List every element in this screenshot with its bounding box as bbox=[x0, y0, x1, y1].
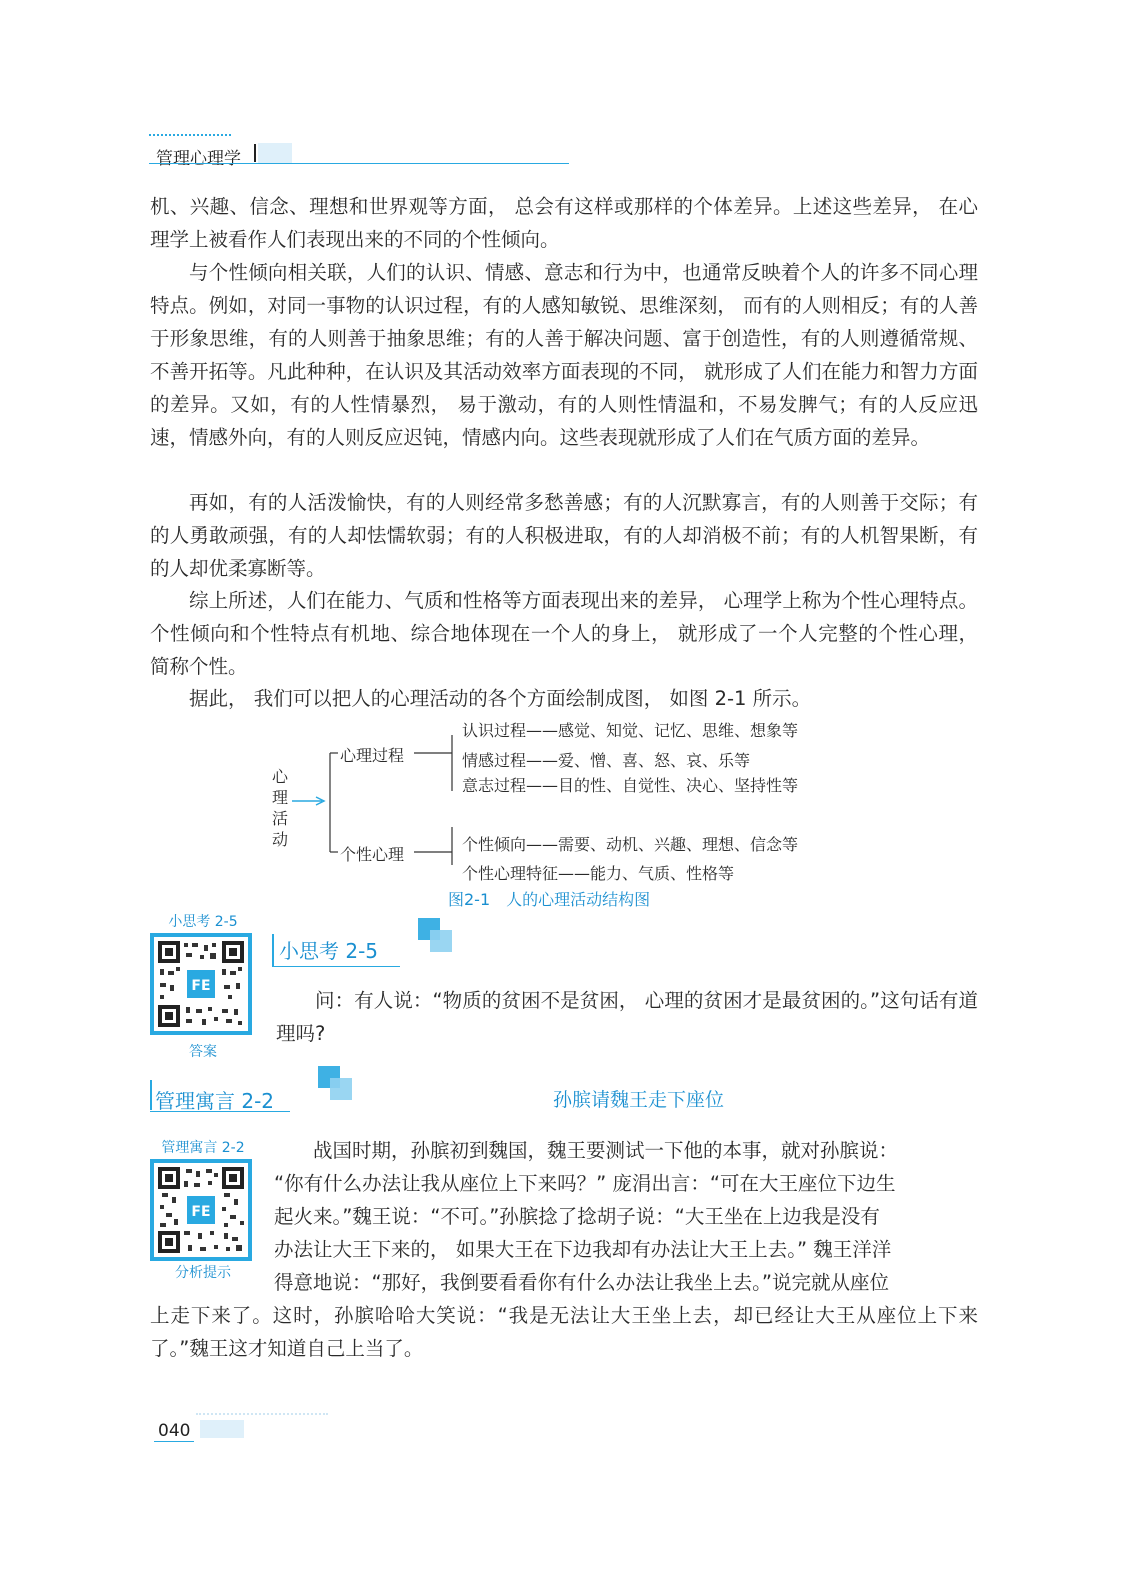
header-underline bbox=[149, 163, 569, 164]
qr-pattern-icon bbox=[156, 1165, 246, 1255]
qr-code-fable[interactable] bbox=[150, 1159, 252, 1261]
think-title-underline bbox=[272, 966, 400, 967]
diagram-branch-mental-process: 心理过程 bbox=[340, 746, 405, 765]
qr-code-think[interactable] bbox=[150, 933, 252, 1035]
paragraph-3: 再如，有的人活泼愉快，有的人则经常多愁善感；有的人沉默寡言，有的人则善于交际；有的人勇敢顽强，有的人却怯懦软弱；有的人积极进取，有的人却消极不前；有的人机智果断，有的人却优柔寡断等。 bbox=[150, 491, 978, 580]
fable-story-title: 孙膑请魏王走下座位 bbox=[553, 1089, 725, 1111]
fable-line-5: 得意地说：“那好，我倒要看看你有什么办法让我坐上去。”说完就从座位 bbox=[274, 1271, 889, 1294]
diagram-item-tendency: 个性倾向——需要、动机、兴趣、理想、信念等 bbox=[462, 835, 799, 854]
fable-title-underline bbox=[150, 1111, 290, 1112]
qr-think-top-label: 小思考 2-5 bbox=[168, 914, 238, 930]
qr-think-bottom-label: 答案 bbox=[189, 1044, 217, 1060]
diagram-item-traits: 个性心理特征——能力、气质、性格等 bbox=[462, 864, 735, 883]
diagram-item-cognition: 认识过程——感觉、知觉、记忆、思维、想象等 bbox=[462, 721, 799, 740]
svg-text:FE: FE bbox=[191, 1204, 211, 1220]
qr-fable-bottom-label: 分析提示 bbox=[175, 1265, 231, 1281]
fable-line-3: 起火来。”魏王说：“不可。”孙膑捻了捻胡子说：“大王坐在上边我是没有 bbox=[274, 1205, 880, 1228]
header-book-title: 管理心理学 bbox=[156, 149, 241, 169]
paragraph-4: 综上所述，人们在能力、气质和性格等方面表现出来的差异， 心理学上称为个性心理特点。个性倾向和个性特点有机地、综合地体现在一个人的身上， 就形成了一个人完整的个性心理， 简称个性。 bbox=[150, 589, 978, 678]
header-accent-box bbox=[258, 143, 292, 163]
diagram-item-emotion: 情感过程——爱、憎、喜、怒、哀、乐等 bbox=[462, 751, 751, 770]
fable-title: 管理寓言 2-2 bbox=[155, 1089, 275, 1113]
diagram-item-will: 意志过程——目的性、自觉性、决心、坚持性等 bbox=[462, 776, 799, 795]
footer-dotted-rule bbox=[196, 1413, 328, 1415]
fable-line-4: 办法让大王下来的， 如果大王在下边我却有办法让大王上去。” 魏王洋洋 bbox=[274, 1238, 892, 1261]
diagram-root: 心理活动 bbox=[272, 767, 289, 849]
header-separator bbox=[254, 144, 256, 162]
footer-underline bbox=[154, 1441, 194, 1442]
decor-square-light-2 bbox=[330, 1078, 352, 1100]
fable-line-2: “你有什么办法让我从座位上下来吗？” 庞涓出言：“可在大王座位下边生 bbox=[274, 1172, 896, 1195]
paragraph-2: 与个性倾向相关联，人们的认识、情感、意志和行为中，也通常反映着个人的许多不同心理特点。例如，对同一事物的认识过程，有的人感知敏锐、思维深刻， 而有的人则相反；有的人善于形象思维，有的人则善于抽象思维；有的人善于解决问题、富于创造性，有的人则遵循常规、不善开拓等。凡此种种，在认识及其活动效率方面表现的不同， 就形成了人们在能力和智力方面的差异。又如，有的人性情暴烈， 易于激动，有的人则性情温和，不易发脾气；有的人反应迅速，情感外向，有的人则反应迟钝，情感内向。这些表现就形成了人们在气质方面的差异。 bbox=[150, 261, 978, 449]
fable-title-bar bbox=[150, 1080, 152, 1110]
paragraph-1: 机、兴趣、信念、理想和世界观等方面， 总会有这样或那样的个体差异。上述这些差异， 在心理学上被看作人们表现出来的不同的个性倾向。 bbox=[150, 195, 978, 251]
header-dotted-rule bbox=[149, 134, 231, 136]
page-number: 040 bbox=[158, 1421, 191, 1441]
think-title: 小思考 2-5 bbox=[279, 939, 379, 963]
qr-fable-top-label: 管理寓言 2-2 bbox=[161, 1140, 245, 1156]
fable-tail: 上走下来了。这时，孙膑哈哈大笑说：“我是无法让大王坐上去，却已经让大王从座位上下来了。”魏王这才知道自己上当了。 bbox=[150, 1304, 978, 1360]
decor-square-light bbox=[430, 930, 452, 952]
diagram-branch-personality: 个性心理 bbox=[340, 845, 405, 864]
footer-accent-box bbox=[200, 1420, 244, 1438]
qr-pattern-icon bbox=[156, 939, 246, 1029]
think-question: 问：有人说：“物质的贫困不是贫困， 心理的贫困才是最贫困的。”这句话有道理吗? bbox=[276, 989, 978, 1045]
svg-text:FE: FE bbox=[191, 978, 211, 994]
paragraph-5: 据此， 我们可以把人的心理活动的各个方面绘制成图， 如图 2-1 所示。 bbox=[189, 687, 812, 710]
think-title-bar bbox=[272, 934, 274, 966]
fable-line-1: 战国时期，孙膑初到魏国，魏王要测试一下他的本事，就对孙膑说： bbox=[313, 1139, 899, 1162]
figure-caption: 图2-1 人的心理活动结构图 bbox=[448, 890, 651, 909]
